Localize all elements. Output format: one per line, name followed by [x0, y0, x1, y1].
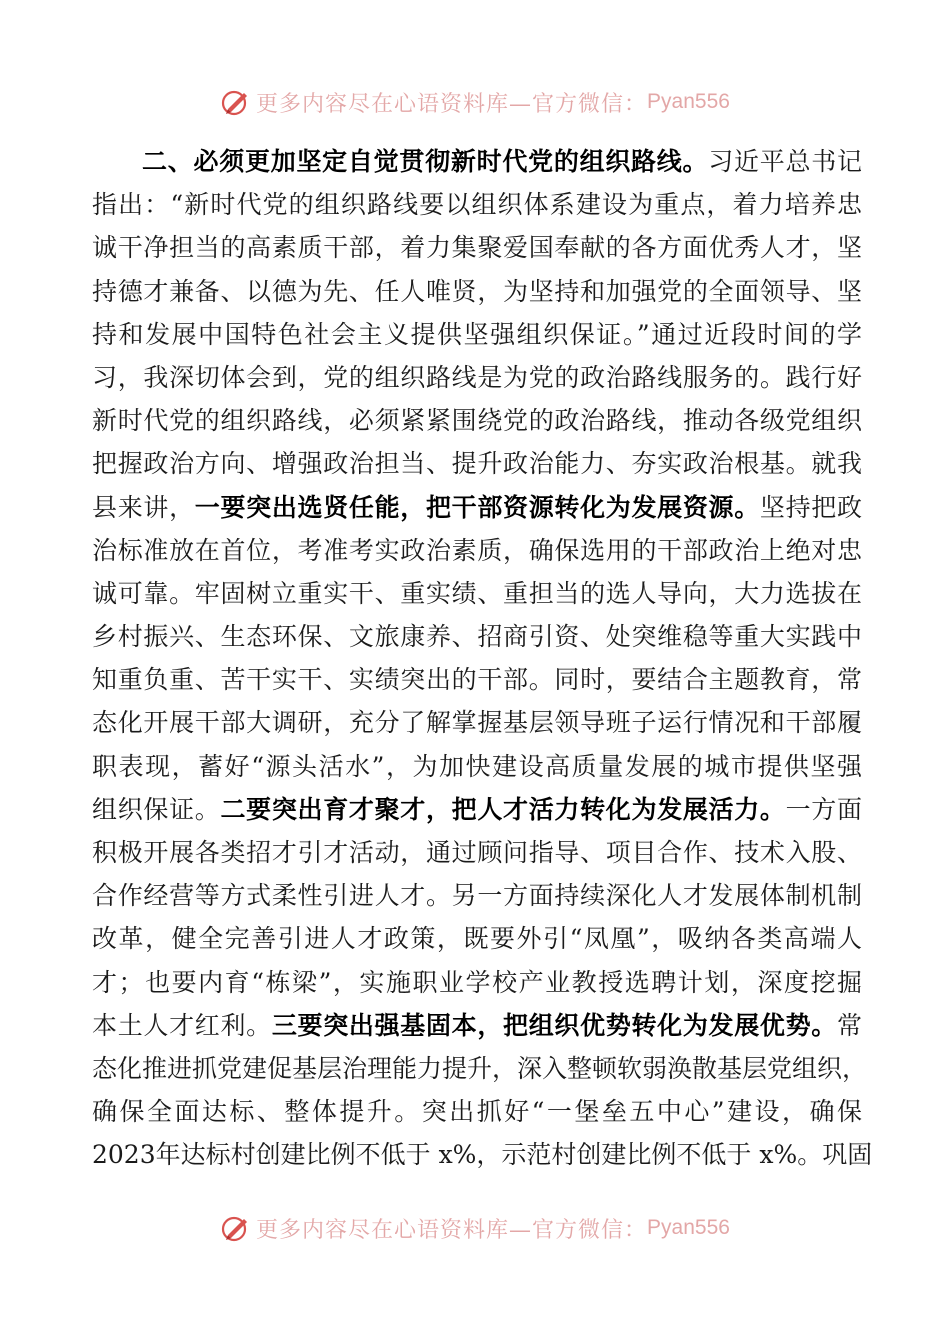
text-segment: 指出：“新时代党的组织路线要以组织体系建设为重点，着力培养忠	[92, 190, 862, 220]
text-line	[92, 529, 862, 572]
text-segment: 坚持把政	[759, 492, 862, 522]
text-line	[92, 1047, 868, 1090]
watermark-id: Pyan556	[647, 90, 730, 113]
text-segment: 积极开展各类招才引才活动，通过顾问指导、项目合作、技术入股、	[92, 838, 862, 867]
text-line	[92, 270, 862, 313]
text-line	[92, 658, 862, 701]
text-line	[92, 183, 862, 226]
text-segment: 合作经营等方式柔性引进人才。另一方面持续深化人才发展体制机制	[92, 881, 862, 911]
text-segment: 乡村振兴、生态环保、文旅康养、招商引资、处突维稳等重大实践中	[92, 622, 862, 652]
text-segment: 诚干净担当的高素质干部，着力集聚爱国奉献的各方面优秀人才，坚	[92, 233, 862, 263]
text-line	[92, 961, 862, 1004]
text-segment: 确保全面达标、整体提升。突出抓好“一堡垒五中心”建设，确保	[92, 1097, 862, 1127]
bold-heading-segment: 二、必须更加坚定自觉贯彻新时代党的组织路线。	[142, 147, 709, 176]
text-segment: 新时代党的组织路线，必须紧紧围绕党的政治路线，推动各级党组织	[92, 406, 862, 436]
watermark-text: 更多内容尽在心语资料库—官方微信：	[256, 91, 648, 117]
text-line	[92, 140, 862, 183]
text-segment: 持德才兼备、以德为先、任人唯贤，为坚持和加强党的全面领导、坚	[92, 276, 862, 306]
text-segment: 知重负重、苦干实干、实绩突出的干部。同时，要结合主题教育，常	[92, 665, 862, 695]
text-line	[92, 399, 862, 442]
text-line	[92, 745, 862, 788]
text-segment: 把握政治方向、增强政治担当、提升政治能力、夯实政治根基。就我	[92, 449, 862, 479]
text-segment: 才；也要内育“栋梁”，实施职业学校产业教授选聘计划，深度挖掘	[92, 967, 862, 997]
pen-logo-icon	[220, 1213, 250, 1243]
text-line	[92, 1133, 873, 1176]
bold-heading-segment: 一要突出选贤任能，把干部资源转化为发展资源。	[194, 492, 760, 522]
text-line	[92, 874, 862, 917]
text-line	[92, 1090, 862, 1133]
text-segment: 2023年达标村创建比例不低于 x%，示范村创建比例不低于 x%。巩固	[92, 1140, 873, 1170]
text-segment: 习，我深切体会到，党的组织路线是为党的政治路线服务的。践行好	[92, 362, 862, 392]
text-line	[92, 788, 862, 831]
bold-heading-segment: 三要突出强基固本，把组织优势转化为发展优势。	[271, 1010, 837, 1040]
text-line	[92, 486, 862, 529]
text-segment: 态化开展干部大调研，充分了解掌握基层领导班子运行情况和干部履	[92, 708, 862, 738]
text-segment: 习近平总书记	[708, 147, 862, 176]
text-line	[92, 442, 862, 485]
text-segment: 诚可靠。牢固树立重实干、重实绩、重担当的选人导向，大力选拔在	[92, 578, 862, 608]
bold-heading-segment: 二要突出育才聚才，把人才活力转化为发展活力。	[220, 794, 786, 824]
text-line	[92, 831, 862, 874]
text-segment: 改革，健全完善引进人才政策，既要外引“凤凰”，吸纳各类高端人	[92, 924, 862, 954]
document-body	[92, 140, 873, 1177]
text-line	[92, 226, 862, 269]
text-segment: 县来讲，	[92, 492, 195, 522]
text-line	[92, 313, 862, 356]
watermark-header	[0, 82, 950, 122]
watermark-text: 更多内容尽在心语资料库—官方微信：	[256, 1217, 648, 1243]
text-segment: 常	[836, 1010, 862, 1040]
text-segment: 治标准放在首位，考准考实政治素质，确保选用的干部政治上绝对忠	[92, 535, 862, 565]
text-segment: 职表现，蓄好“源头活水”，为加快建设高质量发展的城市提供坚强	[92, 751, 862, 781]
text-line	[92, 1004, 862, 1047]
watermark-id: Pyan556	[647, 1216, 730, 1239]
text-segment: 本土人才红利。	[92, 1010, 272, 1040]
text-segment: 组织保证。	[92, 794, 221, 824]
text-segment: 态化推进抓党建促基层治理能力提升，深入整顿软弱涣散基层党组织，	[92, 1053, 868, 1083]
text-line	[92, 356, 862, 399]
text-line	[92, 615, 862, 658]
text-line	[92, 917, 862, 960]
text-segment: 持和发展中国特色社会主义提供坚强组织保证。”通过近段时间的学	[92, 319, 862, 349]
pen-logo-icon	[220, 87, 250, 117]
text-line	[92, 701, 862, 744]
watermark-footer	[0, 1208, 950, 1248]
text-segment: 一方面	[785, 794, 862, 824]
text-line	[92, 572, 862, 615]
